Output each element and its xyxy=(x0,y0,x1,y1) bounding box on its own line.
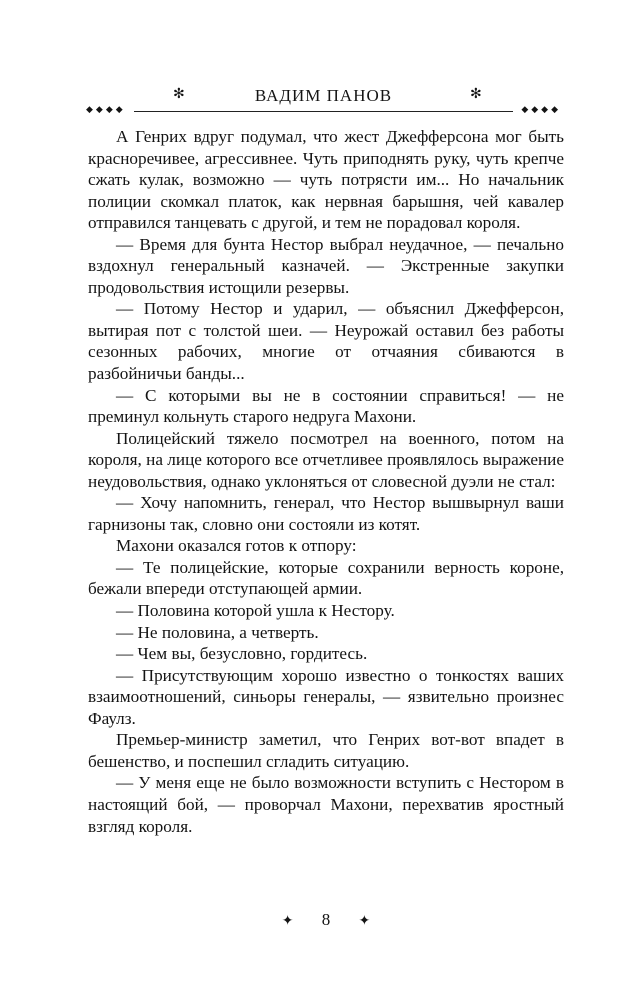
header-dots-left-icon: ◆◆◆◆ xyxy=(86,104,126,114)
footer-star-right-icon: ✦ xyxy=(358,914,371,929)
paragraph: Махони оказался готов к отпору: xyxy=(116,536,357,556)
header-star-right-icon: ✻ xyxy=(470,87,482,102)
header-rule xyxy=(86,104,561,116)
page-footer xyxy=(88,910,564,930)
paragraph: А Генрих вдруг подумал, что жест Джефферсона мог быть красноречивее, агрессивнее. Чуть приподнять руку, чуть крепче сжать кулак, возможно — чуть потрясти им... Но начальник полиции скомкал платок, как нервная барышня, чей кавалер отправился танцевать с другой, и тем не порадовал короля. xyxy=(88,127,564,233)
header-dots-right-icon: ◆◆◆◆ xyxy=(521,104,561,114)
paragraph: — Не половина, а четверть. xyxy=(116,622,319,642)
paragraph: — У меня еще не было возможности вступить с Нестором в настоящий бой, — проворчал Махони, перехватив яростный взгляд короля. xyxy=(88,773,564,836)
running-header xyxy=(86,86,561,116)
page-number: 8 xyxy=(321,910,331,929)
header-author-name: ВАДИМ ПАНОВ xyxy=(254,86,393,105)
paragraph: Полицейский тяжело посмотрел на военного, потом на короля, на лице которого все отчетливее проявлялось выражение неудовольствия, однако уклоняться от словесной дуэли не стал: xyxy=(88,428,564,491)
paragraph: Премьер-министр заметил, что Генрих вот-вот впадет в бешенство, и поспешил сгладить ситуацию. xyxy=(88,730,564,771)
paragraph: — Присутствующим хорошо известно о тонкостях ваших взаимоотношений, синьоры генералы, — язвительно произнес Фаулз. xyxy=(88,665,564,728)
paragraph: — Потому Нестор и ударил, — объяснил Джефферсон, вытирая пот с толстой шеи. — Неурожай оставил без работы сезонных рабочих, многие от отчаяния сбиваются в разбойничьи банды... xyxy=(88,299,564,384)
paragraph: — Те полицейские, которые сохранили верность короне, бежали впереди отступающей армии. xyxy=(88,557,564,599)
paragraph: — Чем вы, безусловно, гордитесь. xyxy=(116,644,368,664)
paragraph: — Время для бунта Нестор выбрал неудачное, — печально вздохнул генеральный казначей. — Экстренные закупки продовольствия истощили резервы. xyxy=(88,234,564,297)
footer-star-left-icon: ✦ xyxy=(281,914,294,929)
paragraph: — Половина которой ушла к Нестору. xyxy=(116,601,395,621)
paragraph: — С которыми вы не в состоянии справиться! — не преминул кольнуть старого недруга Махони. xyxy=(88,385,564,427)
header-divider-line xyxy=(134,111,513,112)
page-body-text xyxy=(88,126,564,837)
header-star-left-icon: ✻ xyxy=(173,87,185,102)
paragraph: — Хочу напомнить, генерал, что Нестор вышвырнул ваши гарнизоны так, словно они состояли из котят. xyxy=(88,493,564,534)
